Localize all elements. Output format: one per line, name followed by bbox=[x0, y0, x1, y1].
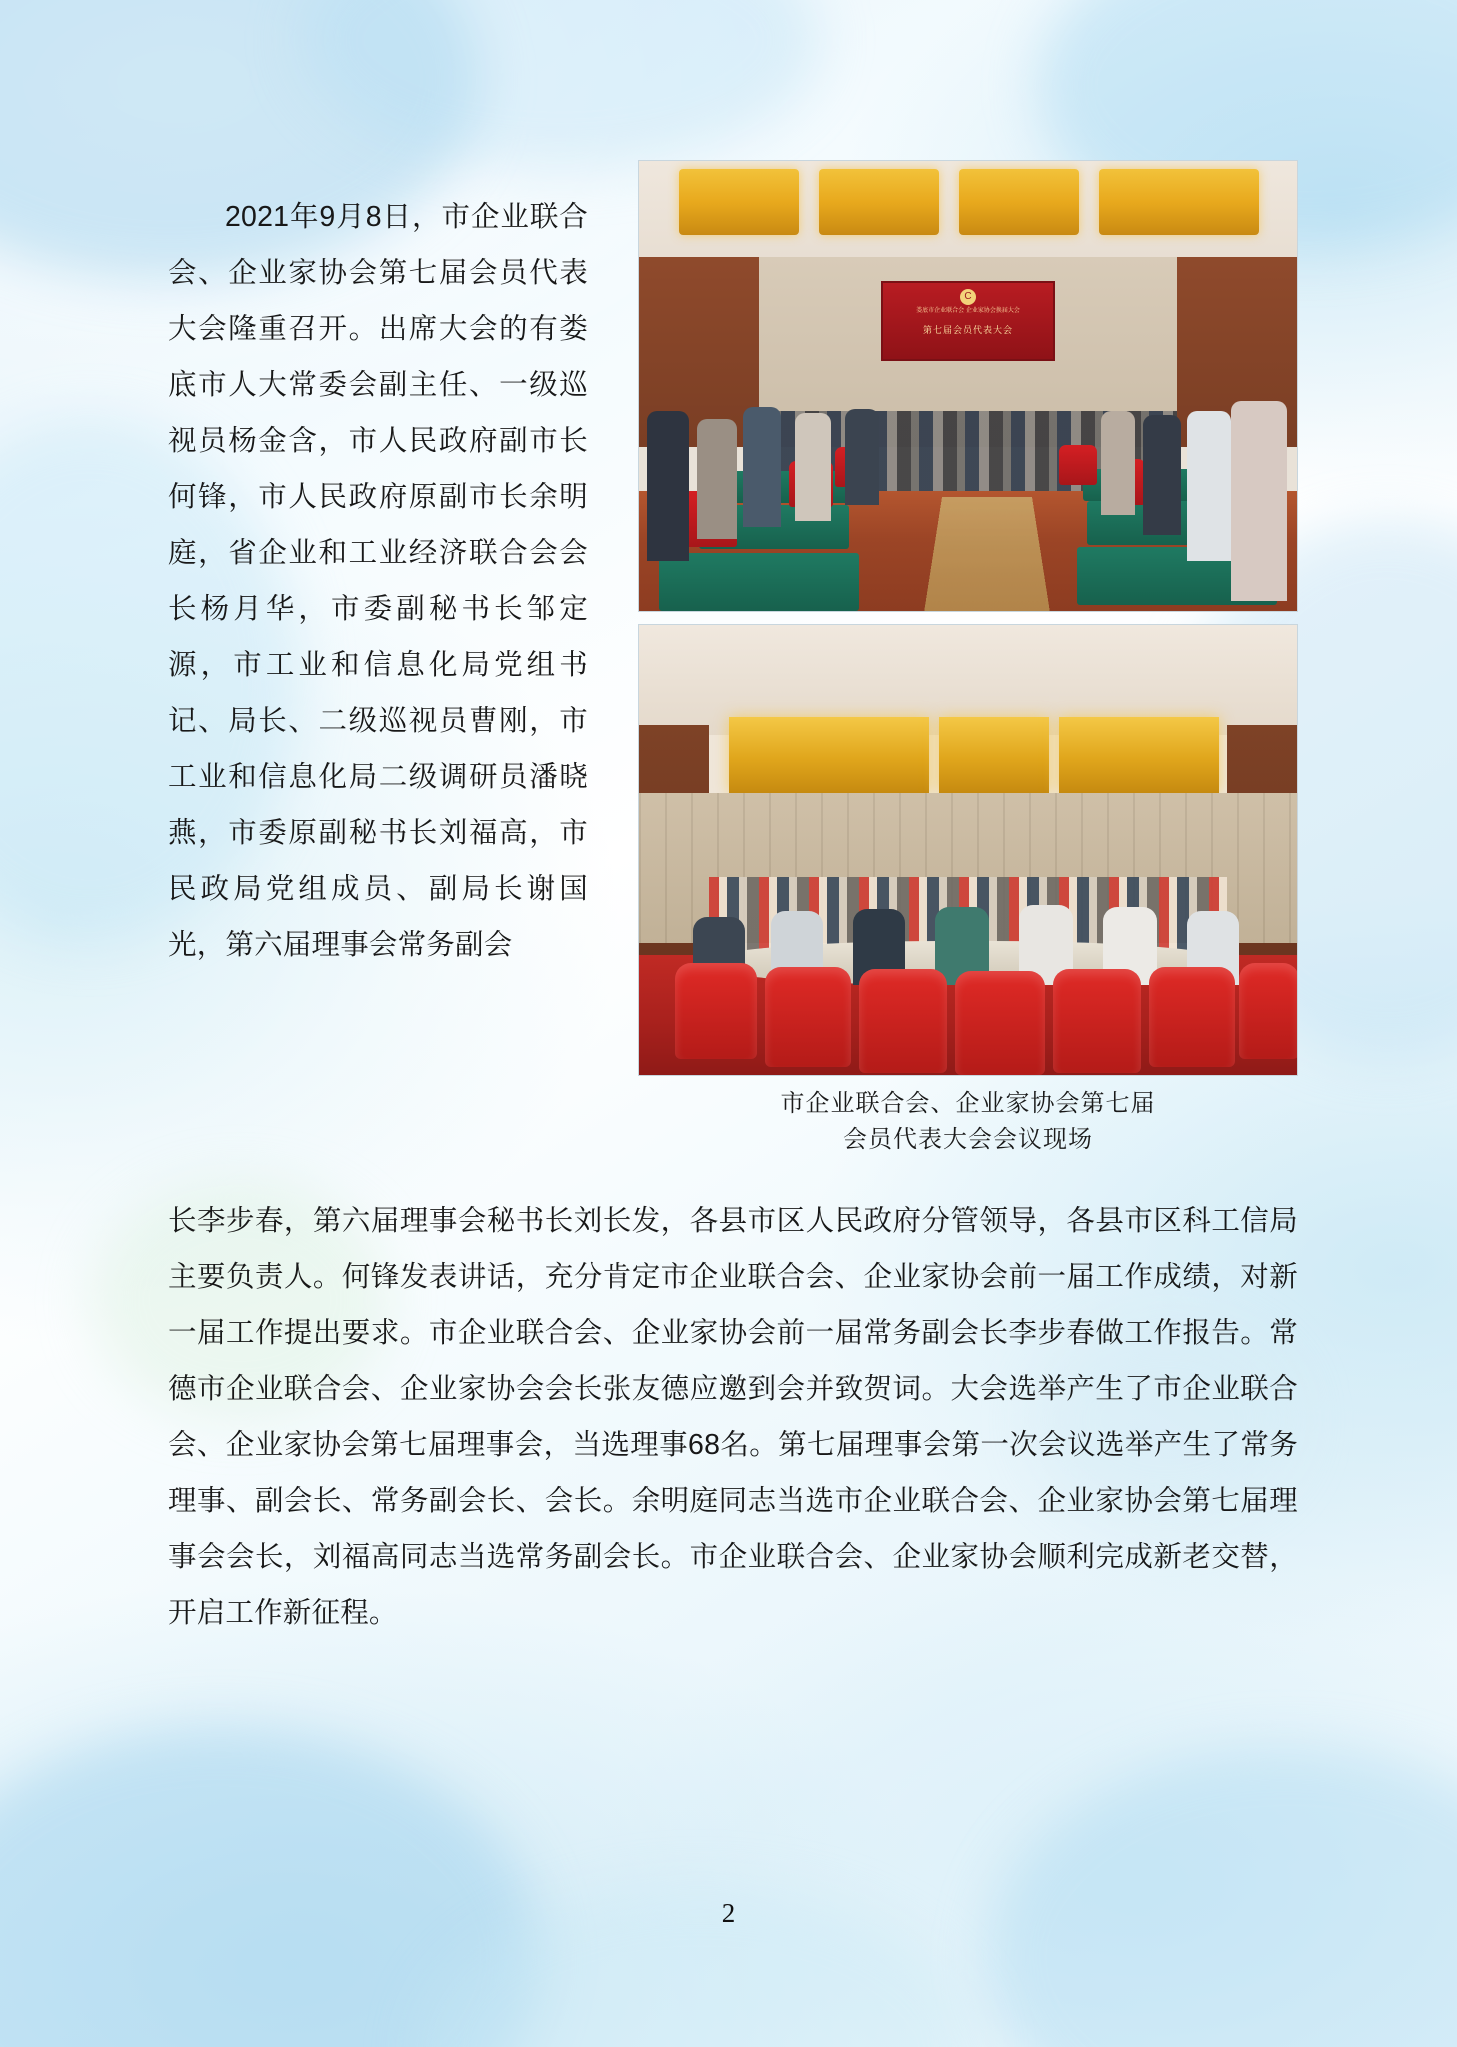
banner-title: 第七届会员代表大会 bbox=[922, 325, 1013, 335]
background-splash bbox=[300, 0, 820, 170]
figure-caption-line-1: 市企业联合会、企业家协会第七届 bbox=[780, 1091, 1156, 1117]
conference-hall-photo bbox=[638, 160, 1298, 612]
article-flow bbox=[168, 1158, 1298, 1641]
stage-banner bbox=[881, 281, 1055, 361]
background-splash bbox=[987, 1747, 1457, 2047]
page-number: 2 bbox=[721, 1898, 736, 1928]
meeting-roundtable-photo bbox=[638, 624, 1298, 1076]
background-splash bbox=[0, 1727, 540, 2047]
paragraph-body: 长李步春，第六届理事会秘书长刘长发，各县市区人民政府分管领导，各县市区科工信局主要负责人。何锋发表讲话，充分肯定市企业联合会、企业家协会前一届工作成绩，对新一届工作提出要求。市企业联合会、企业家协会前一届常务副会长李步春做工作报告。常德市企业联合会、企业家协会会长张友德应邀到会并致贺词。大会选举产生了市企业联合会、企业家协会第七届理事会，当选理事68名。第七届理事会第一次会议选举产生了常务理事、副会长、常务副会长、会长。余明庭同志当选市企业联合会、企业家协会第七届理事会会长，刘福高同志当选常务副会长。市企业联合会、企业家协会顺利完成新老交替，开启工作新征程。 bbox=[168, 1204, 1298, 1629]
article-body bbox=[168, 160, 1298, 1669]
article-column-left bbox=[168, 160, 588, 1001]
figure-caption-line-2: 会员代表大会会议现场 bbox=[843, 1127, 1093, 1153]
figure-caption bbox=[638, 1086, 1298, 1158]
paragraph-intro: 2021年9月8日，市企业联合会、企业家协会第七届会员代表大会隆重召开。出席大会的有娄底市人大常委会副主任、一级巡视员杨金含，市人民政府副市长何锋，市人民政府原副市长余明庭，省企业和工业经济联合会会长杨月华，市委副秘书长邹定源，市工业和信息化局党组书记、局长、二级巡视员曹刚，市工业和信息化局二级调研员潘晓燕，市委原副秘书长刘福高，市民政局党组成员、副局长谢国光，第六届理事会常务副会 bbox=[168, 200, 588, 961]
banner-subtitle: 娄底市企业联合会 企业家协会换届大会 bbox=[916, 308, 1020, 314]
association-logo-icon: C bbox=[960, 289, 976, 305]
figure-group bbox=[638, 160, 1298, 1158]
